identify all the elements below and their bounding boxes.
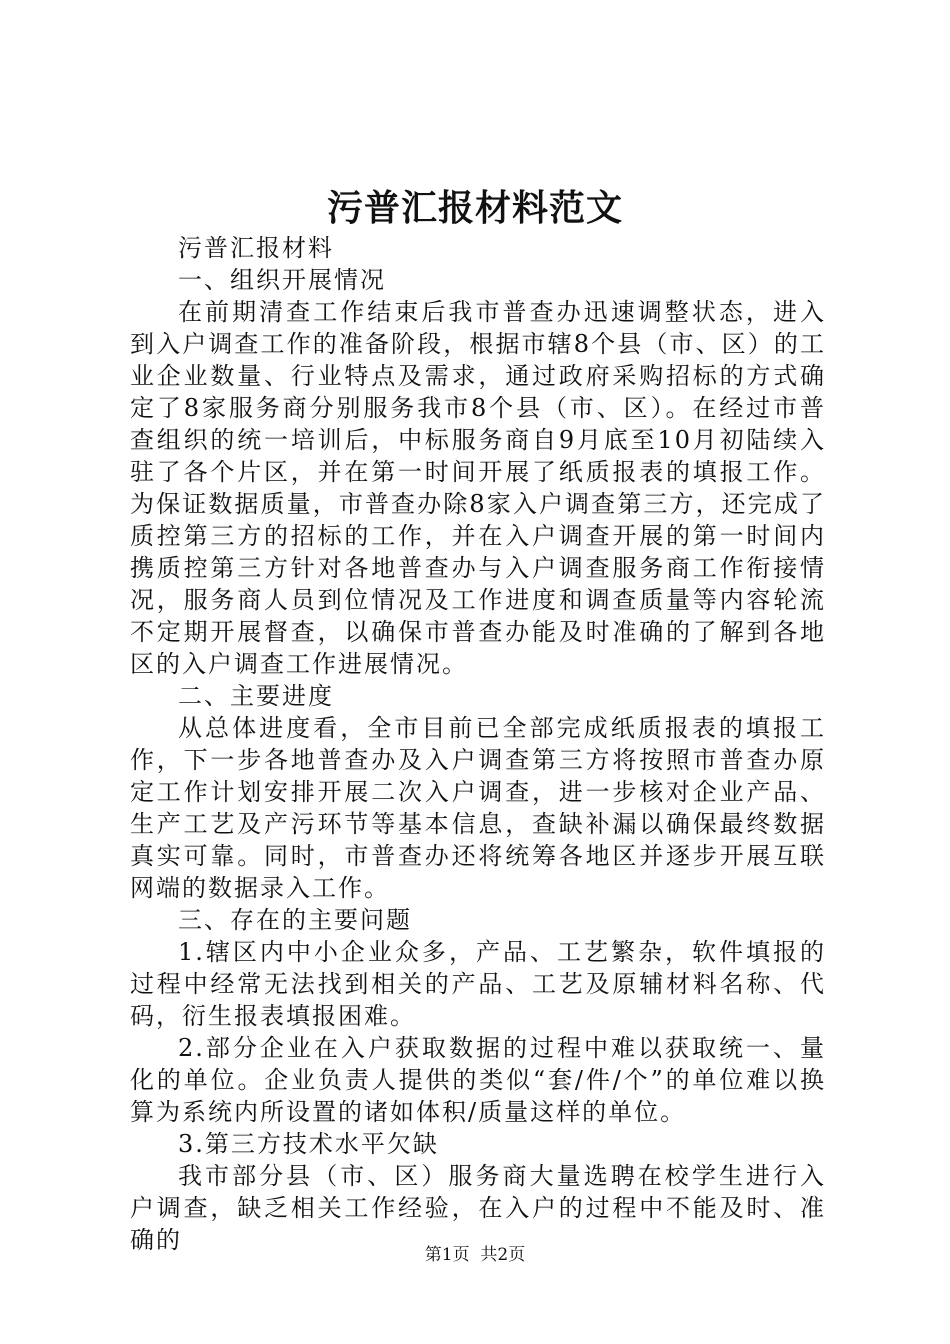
section-heading-2: 二、主要进度 <box>178 682 334 710</box>
document-body <box>130 232 826 1256</box>
body-paragraph-2: 从总体进度看，全市目前已全部完成纸质报表的填报工作，下一步各地普查办及入户调查第三方将按照市普查办原定工作计划安排开展二次入户调查，进一步核对企业产品、生产工艺及产污环节等基本信息，查缺补漏以确保最终数据真实可靠。同时，市普查办还将统筹各地区并逐步开展互联网端的数据录入工作。 <box>130 714 826 902</box>
body-paragraph-3: 我市部分县（市、区）服务商大量选聘在校学生进行入户调查，缺乏相关工作经验，在入户的过程中不能及时、准确的 <box>130 1162 826 1254</box>
document-title: 污普汇报材料范文 <box>326 187 623 229</box>
section-heading-1: 一、组织开展情况 <box>178 266 386 294</box>
issue-item-1: 1.辖区内中小企业众多，产品、工艺繁杂，软件填报的过程中经常无法找到相关的产品、工艺及原辅材料名称、代码，衍生报表填报困难。 <box>130 938 826 1030</box>
body-paragraph-1: 在前期清查工作结束后我市普查办迅速调整状态，进入到入户调查工作的准备阶段，根据市辖8个县（市、区）的工业企业数量、行业特点及需求，通过政府采购招标的方式确定了8家服务商分别服务我市8个县（市、区）。在经过市普查组织的统一培训后，中标服务商自9月底至10月初陆续入驻了各个片区，并在第一时间开展了纸质报表的填报工作。为保证数据质量，市普查办除8家入户调查第三方，还完成了质控第三方的招标的工作，并在入户调查开展的第一时间内携质控第三方针对各地普查办与入户调查服务商工作衔接情况，服务商人员到位情况及工作进度和调查质量等内容轮流不定期开展督查，以确保市普查办能及时准确的了解到各地区的入户调查工作进展情况。 <box>130 298 826 678</box>
issue-item-3-heading: 3.第三方技术水平欠缺 <box>178 1130 439 1158</box>
footer-spacer <box>470 1245 481 1265</box>
page-total: 共2页 <box>480 1245 526 1265</box>
page-footer <box>0 1243 950 1267</box>
page-number: 第1页 <box>424 1245 470 1265</box>
subtitle-paragraph: 污普汇报材料 <box>178 234 334 262</box>
section-heading-3: 三、存在的主要问题 <box>178 906 412 934</box>
issue-item-2: 2.部分企业在入户获取数据的过程中难以获取统一、量化的单位。企业负责人提供的类似“套/件/个”的单位难以换算为系统内所设置的诸如体积/质量这样的单位。 <box>130 1034 826 1126</box>
